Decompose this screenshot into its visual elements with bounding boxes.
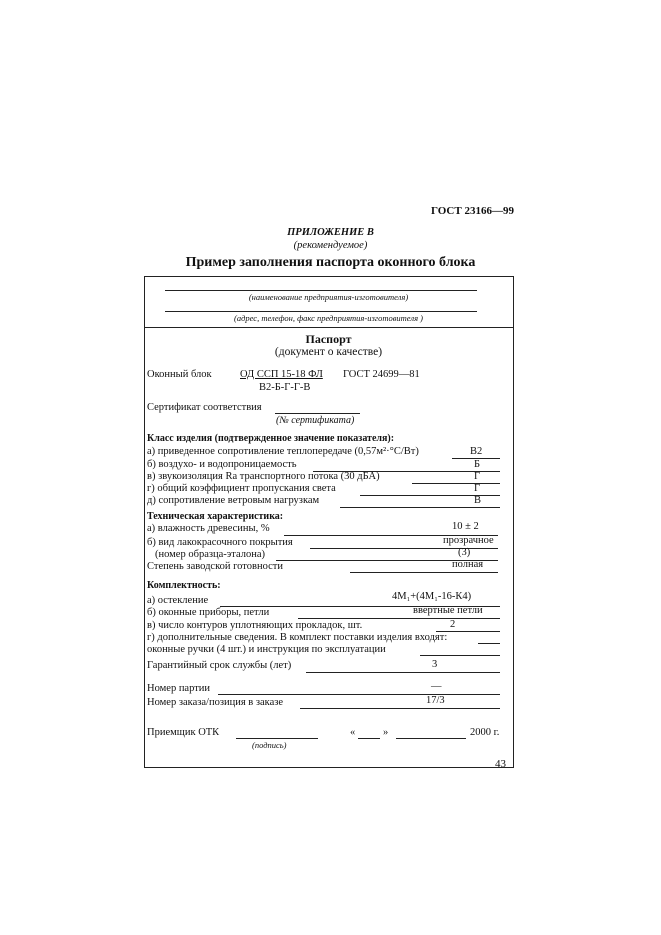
batch-label: Номер партии	[147, 683, 211, 694]
window-block-code2: В2-Б-Г-Г-В	[259, 382, 311, 393]
page-heading: Пример заполнения паспорта оконного блока	[185, 255, 476, 270]
certificate-label: Сертификат соответствия	[147, 402, 262, 413]
batch-line	[218, 694, 500, 695]
tech-item-c-label: (номер образца-эталона)	[155, 549, 266, 560]
appendix-note: (рекомендуемое)	[293, 240, 368, 251]
tech-item-c-value: (3)	[458, 547, 471, 558]
tech-item-d-value: полная	[452, 559, 484, 570]
window-block-gost: ГОСТ 24699—81	[343, 369, 420, 380]
warranty-value: 3	[432, 659, 438, 670]
gost-number: ГОСТ 23166—99	[431, 205, 514, 217]
otk-label: Приемщик ОТК	[147, 727, 220, 738]
otk-quote-open: «	[350, 727, 356, 738]
kit-item-b-line	[298, 618, 500, 619]
tech-item-b-label: б) вид лакокрасочного покрытия	[147, 537, 293, 548]
appendix-title: ПРИЛОЖЕНИЕ В	[287, 227, 374, 238]
order-value: 17/3	[426, 695, 445, 706]
kit-extra-line2: оконные ручки (4 шт.) и инструкция по эксплуатации	[147, 644, 386, 655]
otk-year: 2000 г.	[470, 727, 500, 738]
tech-item-a-value: 10 ± 2	[452, 521, 479, 532]
order-line	[300, 708, 500, 709]
otk-quote-close: »	[383, 727, 389, 738]
passport-subtitle: (документ о качестве)	[274, 346, 383, 358]
class-item-e-value: В	[474, 495, 482, 506]
class-item-b-label: б) воздухо- и водопроницаемость	[147, 459, 297, 470]
kit-extra-line1: г) дополнительные сведения. В комплект поставки изделия входят:	[147, 632, 448, 643]
passport-title: Паспорт	[305, 332, 352, 346]
kit-extra-blank1	[478, 643, 500, 644]
certificate-caption: (№ сертификата)	[276, 415, 355, 426]
maker-address-line	[165, 311, 477, 312]
kit-item-a-value: 4М₁+(4М₁-16-К4)	[392, 591, 472, 602]
class-item-a-label: а) приведенное сопротивление теплопередаче (0,57м²·°С/Вт)	[147, 446, 419, 457]
maker-name-line	[165, 290, 477, 291]
class-item-c-line	[412, 483, 500, 484]
maker-separator	[144, 327, 513, 328]
window-block-code: ОД ССП 15-18 ФЛ	[240, 369, 323, 380]
batch-value: —	[431, 681, 442, 692]
kit-item-c-label: в) число контуров уплотняющих прокладок, шт.	[147, 620, 363, 631]
class-item-a-value: В2	[470, 446, 483, 457]
tech-item-a-label: а) влажность древесины, %	[147, 523, 270, 534]
tech-item-d-line	[350, 572, 498, 573]
class-item-e-line	[340, 507, 500, 508]
warranty-label: Гарантийный срок службы (лет)	[147, 660, 292, 671]
class-item-b-value: Б	[474, 459, 481, 470]
class-item-c-label: в) звукоизоляция Rа транспортного потока (30 дБА)	[147, 471, 380, 482]
otk-sign-caption: (подпись)	[252, 740, 287, 750]
otk-month-line	[396, 738, 466, 739]
class-section-title: Класс изделия (подтвержденное значение показателя):	[147, 433, 395, 444]
kit-item-b-value: ввертные петли	[413, 605, 483, 616]
class-item-d-value: Г	[474, 483, 481, 494]
kit-item-a-label: а) остекление	[147, 595, 209, 606]
maker-address-caption: (адрес, телефон, факс предприятия-изготовителя )	[234, 313, 423, 323]
class-item-e-label: д) сопротивление ветровым нагрузкам	[147, 495, 320, 506]
otk-sign-line	[236, 738, 318, 739]
tech-item-d-label: Степень заводской готовности	[147, 561, 283, 572]
window-block-label: Оконный блок	[147, 369, 212, 380]
kit-item-c-value: 2	[450, 619, 456, 630]
kit-extra-blank2	[420, 655, 500, 656]
page-number: 43	[495, 758, 506, 770]
otk-day-line	[358, 738, 380, 739]
kit-item-b-label: б) оконные приборы, петли	[147, 607, 270, 618]
kit-section-title: Комплектность:	[147, 580, 221, 591]
order-label: Номер заказа/позиция в заказе	[147, 697, 284, 708]
certificate-line	[275, 413, 360, 414]
class-item-c-value: Г	[474, 471, 481, 482]
maker-name-caption: (наименование предприятия-изготовителя)	[248, 292, 409, 302]
tech-section-title: Техническая характеристика:	[147, 511, 284, 522]
class-item-d-label: г) общий коэффициент пропускания света	[147, 483, 336, 494]
tech-item-b-value: прозрачное	[443, 535, 494, 546]
warranty-line	[306, 672, 500, 673]
